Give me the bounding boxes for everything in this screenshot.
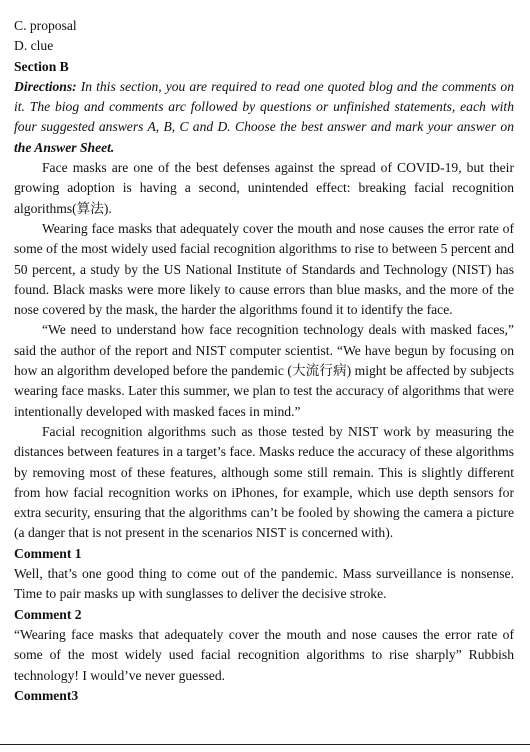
section-title: Section B bbox=[14, 58, 69, 74]
comment-2-text: “Wearing face masks that adequately cover the mouth and nose causes the error rate of some of the most widely used facial recognition algorithms to rise sharply” Rubbish technology! I would’ve never guessed. bbox=[14, 626, 514, 683]
document-content bbox=[14, 16, 514, 706]
option-d: D. clue bbox=[14, 38, 54, 54]
page-bottom-rule bbox=[0, 744, 530, 745]
comment-1-text: Well, that’s one good thing to come out of the pandemic. Mass surveillance is nonsense. Time to pair masks up with sunglasses to deliver the decisive stroke. bbox=[14, 566, 514, 602]
comment-2-title: Comment 2 bbox=[14, 606, 82, 622]
blog-paragraph-4: Facial recognition algorithms such as those tested by NIST work by measuring the distances between features in a target’s face. Masks reduce the accuracy of these algorithms by removing most of these features, although some still remain. This is slightly different from how facial recognition works on iPhones, for example, which use depth sensors for extra security, ensuring that the algorithms can’t be fooled by showing the camera a picture (a danger that is not present in the scenarios NIST is concerned with). bbox=[14, 423, 514, 541]
comment-1-title: Comment 1 bbox=[14, 545, 82, 561]
blog-paragraph-1: Face masks are one of the best defenses against the spread of COVID-19, but their growing adoption is having a second, unintended effect: breaking facial recognition algorithms(算法). bbox=[14, 160, 514, 216]
directions-text: In this section, you are required to read one quoted blog and the comments on it. The biog and comments arc followed by questions or unfinished statements, each with four suggested answers A, B, C and D. Choose the best answer and mark your answer on bbox=[14, 78, 514, 135]
blog-paragraph-3: “We need to understand how face recognition technology deals with masked faces,” said the author of the report and NIST computer scientist. “We have begun by focusing on how an algorithm developed before the pandemic (大流行病) might be affected by subjects wearing face masks. Later this summer, we plan to test the accuracy of algorithms that were intentionally developed with masked faces in mind.” bbox=[14, 322, 514, 419]
option-c: C. proposal bbox=[14, 18, 77, 33]
comment-3-title: Comment3 bbox=[14, 687, 79, 703]
directions-label: Directions: bbox=[14, 78, 77, 94]
blog-paragraph-2: Wearing face masks that adequately cover the mouth and nose causes the error rate of some of the most widely used facial recognition algorithms to rise to between 5 percent and 50 percent, a study by the US National Institute of Standards and Technology (NIST) has found. Black masks were more likely to cause errors than blue masks, and the more of the nose covered by the mask, the harder the algorithms found it to identify the face. bbox=[14, 220, 514, 318]
directions-emphasis: the Answer Sheet. bbox=[14, 139, 115, 155]
directions-block bbox=[14, 77, 514, 158]
